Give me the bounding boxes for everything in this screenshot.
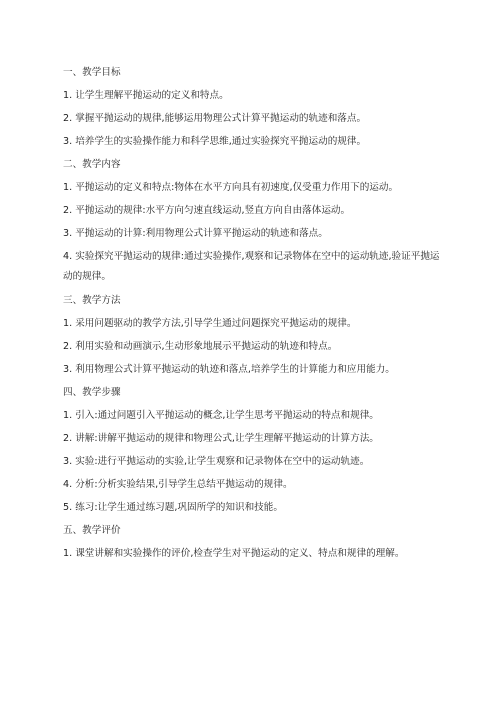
list-item: 3. 培养学生的实验操作能力和科学思维,通过实验探究平抛运动的规律。 xyxy=(63,136,367,147)
list-item: 1. 采用问题驱动的教学方法,引导学生通过问题探究平抛运动的规律。 xyxy=(63,318,357,329)
section-heading-objectives: 一、教学目标 xyxy=(63,67,121,78)
document-body xyxy=(63,66,443,570)
list-item: 1. 让学生理解平抛运动的定义和特点。 xyxy=(63,90,229,101)
list-item: 5. 练习:让学生通过练习题,巩固所学的知识和技能。 xyxy=(63,502,283,513)
section-heading-content: 二、教学内容 xyxy=(63,159,121,170)
section-heading-steps: 四、教学步骤 xyxy=(63,387,121,398)
section-heading-evaluation: 五、教学评价 xyxy=(63,525,121,536)
list-item: 4. 实验探究平抛运动的规律:通过实验操作,观察和记录物体在空中的运动轨迹,验证平抛运动的规律。 xyxy=(63,251,440,282)
list-item: 3. 利用物理公式计算平抛运动的轨迹和落点,培养学生的计算能力和应用能力。 xyxy=(63,364,395,375)
list-item: 2. 平抛运动的规律:水平方向匀速直线运动,竖直方向自由落体运动。 xyxy=(63,205,351,216)
section-heading-methods: 三、教学方法 xyxy=(63,295,121,306)
list-item: 1. 引入:通过问题引入平抛运动的概念,让学生思考平抛运动的特点和规律。 xyxy=(63,410,379,421)
list-item: 3. 实验:进行平抛运动的实验,让学生观察和记录物体在空中的运动轨迹。 xyxy=(63,456,370,467)
list-item: 1. 课堂讲解和实验操作的评价,检查学生对平抛运动的定义、特点和规律的理解。 xyxy=(63,548,405,559)
list-item: 1. 平抛运动的定义和特点:物体在水平方向具有初速度,仅受重力作用下的运动。 xyxy=(63,182,399,193)
list-item: 2. 讲解:讲解平抛运动的规律和物理公式,让学生理解平抛运动的计算方法。 xyxy=(63,433,379,444)
list-item: 2. 掌握平抛运动的规律,能够运用物理公式计算平抛运动的轨迹和落点。 xyxy=(63,113,367,124)
list-item: 2. 利用实验和动画演示,生动形象地展示平抛运动的轨迹和特点。 xyxy=(63,341,338,352)
list-item: 3. 平抛运动的计算:利用物理公式计算平抛运动的轨迹和落点。 xyxy=(63,228,328,239)
list-item: 4. 分析:分析实验结果,引导学生总结平抛运动的规律。 xyxy=(63,479,293,490)
